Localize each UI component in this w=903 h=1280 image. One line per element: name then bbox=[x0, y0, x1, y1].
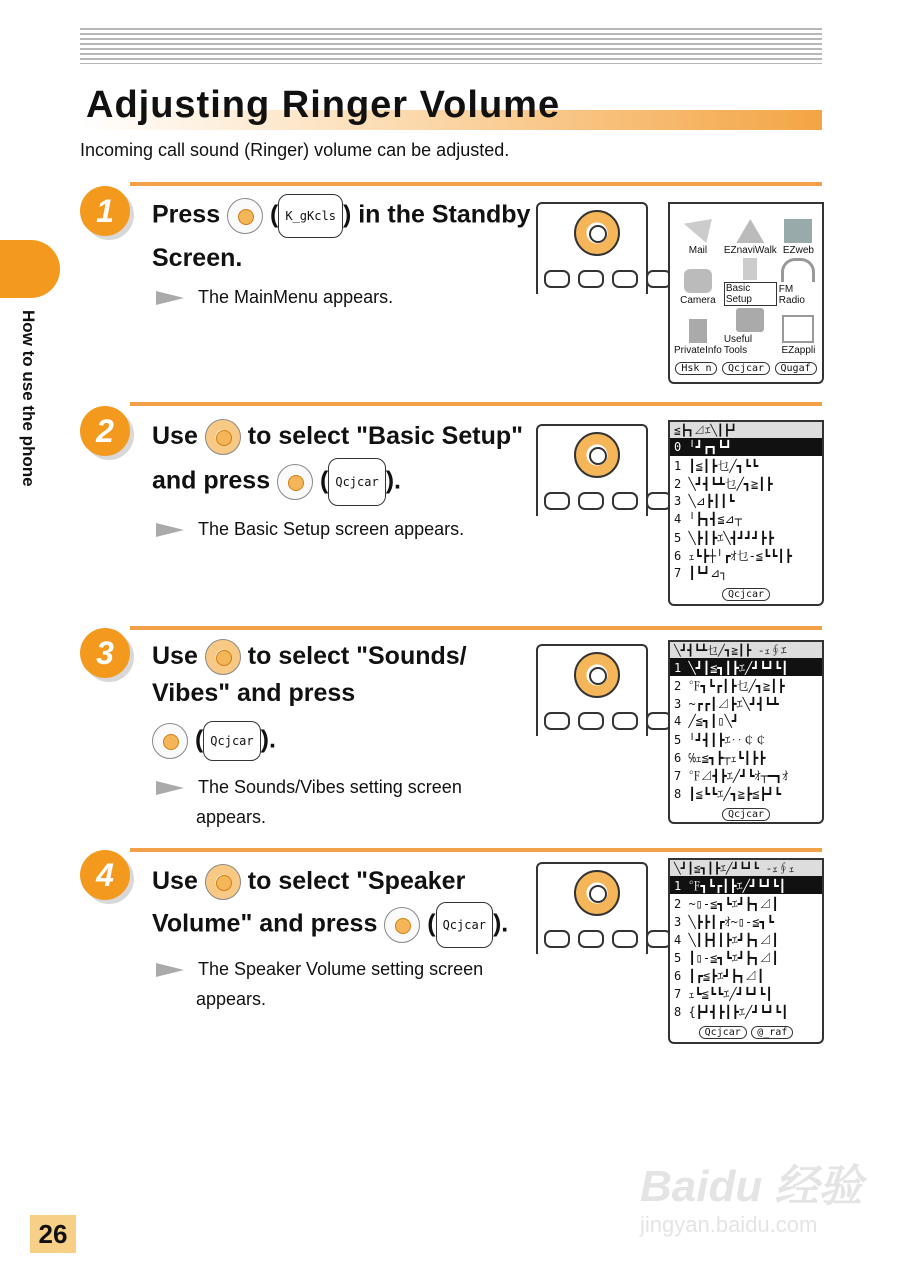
list-item: 6 ┃┏≦┣ｴ┛┣┓⊿┃ bbox=[674, 968, 765, 983]
list-item: 2 ╲┛┫┗┻乜╱┓≧┃┣ bbox=[674, 476, 773, 491]
softkey-label: Qcjcar bbox=[436, 902, 493, 948]
step-4-result: The Speaker Volume setting screen appears. bbox=[156, 954, 483, 1014]
step-divider bbox=[130, 402, 822, 406]
menu-item-camera: Camera bbox=[674, 258, 722, 306]
menu-item-basic-setup: Basic Setup bbox=[724, 258, 777, 306]
watermark-url: jingyan.baidu.com bbox=[640, 1212, 818, 1237]
list-item: 3 ╲⊿┣┃┃┗ bbox=[674, 494, 735, 508]
list-item: 3 ~┏┏┃⊿┣ｴ╲┛┫┗┻ bbox=[674, 696, 779, 711]
speaker-volume-screen bbox=[668, 858, 824, 1044]
nav-key-icon bbox=[574, 652, 620, 698]
mainmenu-screen bbox=[668, 202, 824, 384]
softkey-label: Qcjcar bbox=[203, 721, 260, 761]
list-item: 5 ┃▯-≦┓┗ｴ┛┣┓⊿┃ bbox=[674, 950, 779, 965]
phone-icon bbox=[743, 258, 757, 280]
list-item: 6 ℅ｪ≦┓┣┬ｪ┗┃┣┣ bbox=[674, 750, 766, 765]
list-item: 5 ╵┛┫┃┣ｴ‥￠￠ bbox=[674, 732, 767, 747]
list-item: 0 ╵┛┏┓┗┛ bbox=[670, 438, 822, 456]
list-item: 1 ℉┓┗┏┃┣ｴ╱┛┗┛┗┃ bbox=[670, 876, 822, 894]
softkey-center: Qcjcar bbox=[722, 362, 770, 375]
intro-text: Incoming call sound (Ringer) volume can be adjusted. bbox=[80, 140, 510, 160]
phone-keypad bbox=[536, 202, 648, 294]
screen-header: ╲┛┫┗┻乜╱┓≧┃┣ -ｪ∮ｴ bbox=[670, 642, 822, 658]
step-number: 4 bbox=[80, 850, 130, 900]
list-item: 1 ╲┛┃≦┓┃┣ｴ╱┛┗┛┗┃ bbox=[670, 658, 822, 676]
list-item: 1 ┃≦┃┣乜╱┓┗┗ bbox=[674, 458, 759, 473]
menu-item-eznaviwalk: EZnaviWalk bbox=[724, 208, 777, 256]
headphones-icon bbox=[781, 258, 815, 282]
step-3-result: The Sounds/Vibes setting screen appears. bbox=[156, 772, 462, 832]
basic-setup-screen bbox=[668, 420, 824, 606]
nav-key-icon bbox=[574, 432, 620, 478]
menu-item-privateinfo: PrivateInfo bbox=[674, 308, 722, 356]
center-key-icon bbox=[152, 723, 188, 759]
nav-key-icon bbox=[205, 864, 241, 900]
step-3-instruction: Use to select "Sounds/ Vibes" and press ( Qcjcar ). bbox=[152, 638, 467, 761]
menu-item-ezappli: EZappli bbox=[779, 308, 818, 356]
list-item: 7 ┃┗┛⊿┐ bbox=[674, 566, 728, 580]
list-item: 7 ℉⊿┫┣ｴ╱┛┗ｵ┬━┓ｵ bbox=[674, 768, 789, 783]
book-icon bbox=[689, 319, 707, 343]
phone-keypad bbox=[536, 424, 648, 516]
page-number: 26 bbox=[30, 1215, 76, 1253]
section-label: How to use the phone bbox=[19, 310, 38, 487]
center-key-icon bbox=[227, 198, 263, 234]
phone-keypad bbox=[536, 862, 648, 954]
toolbox-icon bbox=[736, 308, 764, 332]
ez-icon bbox=[784, 219, 812, 243]
step-2-result: The Basic Setup screen appears. bbox=[156, 514, 464, 544]
section-tab bbox=[0, 240, 60, 298]
softkey-label: Qcjcar bbox=[328, 458, 385, 506]
menu-item-ezweb: EZweb bbox=[779, 208, 818, 256]
page-title: Adjusting Ringer Volume bbox=[86, 84, 561, 126]
step-1-instruction: Press ( K_gKcls ) in the Standby Screen. bbox=[152, 194, 530, 278]
list-item: 2 ~▯-≦┓┗ｴ┛┣┓⊿┃ bbox=[674, 896, 779, 911]
softkey-center: Qcjcar bbox=[722, 588, 770, 601]
nav-key-icon bbox=[574, 210, 620, 256]
screen-header: ≦┣┓⊿ｴ╲┃┣┛ bbox=[670, 422, 822, 438]
softkey-right: @_raf bbox=[751, 1026, 793, 1039]
nav-key-icon bbox=[574, 870, 620, 916]
phone-keypad bbox=[536, 644, 648, 736]
arrow-icon bbox=[156, 963, 184, 977]
softkey-center: Qcjcar bbox=[722, 808, 770, 821]
screen-header: ╲┛┃≦┓┃┣ｴ╱┛┗┛┗ -ｪ∮ｪ bbox=[670, 860, 822, 876]
step-divider bbox=[130, 848, 822, 852]
arrow-icon bbox=[156, 291, 184, 305]
softkey-right: Qugaf bbox=[775, 362, 817, 375]
step-number: 2 bbox=[80, 406, 130, 456]
list-item: 4 ╵┣┓┫≦⊿┬ bbox=[674, 512, 742, 526]
list-item: 4 ╲┃┣┫┃┣ｴ┛┣┓⊿┃ bbox=[674, 932, 779, 947]
menu-item-mail: Mail bbox=[674, 208, 722, 256]
arrow-icon bbox=[156, 523, 184, 537]
step-divider bbox=[130, 626, 822, 630]
header-stripes bbox=[80, 28, 822, 64]
step-number: 3 bbox=[80, 628, 130, 678]
watermark: Baidu 经验 bbox=[640, 1162, 863, 1211]
nav-key-icon bbox=[205, 639, 241, 675]
step-2-instruction: Use to select "Basic Setup" and press ( Qcjcar ). bbox=[152, 414, 523, 506]
center-key-icon bbox=[384, 907, 420, 943]
softkey-left: Hsk n bbox=[675, 362, 717, 375]
list-item: 8 ┃≦┗┗ｴ╱┓≧┣≦┣┛┗ bbox=[674, 786, 782, 801]
list-item: 5 ╲┣┃┣ｴ╲┫┛┛┛┣┣ bbox=[674, 530, 774, 545]
list-item: 3 ╲┣┣┃┏ｵ~▯-≦┓┗ bbox=[674, 914, 774, 929]
list-item: 7 ｪ┗≦┗┗ｴ╱┛┗┛┗┃ bbox=[674, 986, 773, 1001]
arrow-icon bbox=[156, 781, 184, 795]
list-item: 8 {┣┛┫┣┃┣ｴ╱┛┗┛┗┃ bbox=[674, 1004, 789, 1019]
list-item: 4 ╱≦┓┃▯╲┛ bbox=[674, 714, 740, 728]
step-number: 1 bbox=[80, 186, 130, 236]
step-divider bbox=[130, 182, 822, 186]
step-1-result: The MainMenu appears. bbox=[156, 282, 393, 312]
navi-icon bbox=[736, 219, 764, 243]
center-key-icon bbox=[277, 464, 313, 500]
nav-key-icon bbox=[205, 419, 241, 455]
menu-item-fm-radio: FM Radio bbox=[779, 258, 818, 306]
list-item: 2 ℉┓┗┏┃┣乜╱┓≧┃┣ bbox=[674, 678, 785, 693]
step-4-instruction: Use to select "Speaker Volume" and press ( Qcjcar ). bbox=[152, 860, 508, 948]
menu-item-useful-tools: Useful Tools bbox=[724, 308, 777, 356]
mail-icon bbox=[684, 219, 712, 243]
softkey-center: Qcjcar bbox=[699, 1026, 747, 1039]
list-item: 6 ｪ┗┣┼╵┏ｵ乜-≦┗┗┃┣ bbox=[674, 548, 792, 563]
softkey-label: K_gKcls bbox=[278, 194, 343, 238]
camera-icon bbox=[684, 269, 712, 293]
sounds-vibes-screen bbox=[668, 640, 824, 824]
brew-icon bbox=[782, 315, 814, 343]
